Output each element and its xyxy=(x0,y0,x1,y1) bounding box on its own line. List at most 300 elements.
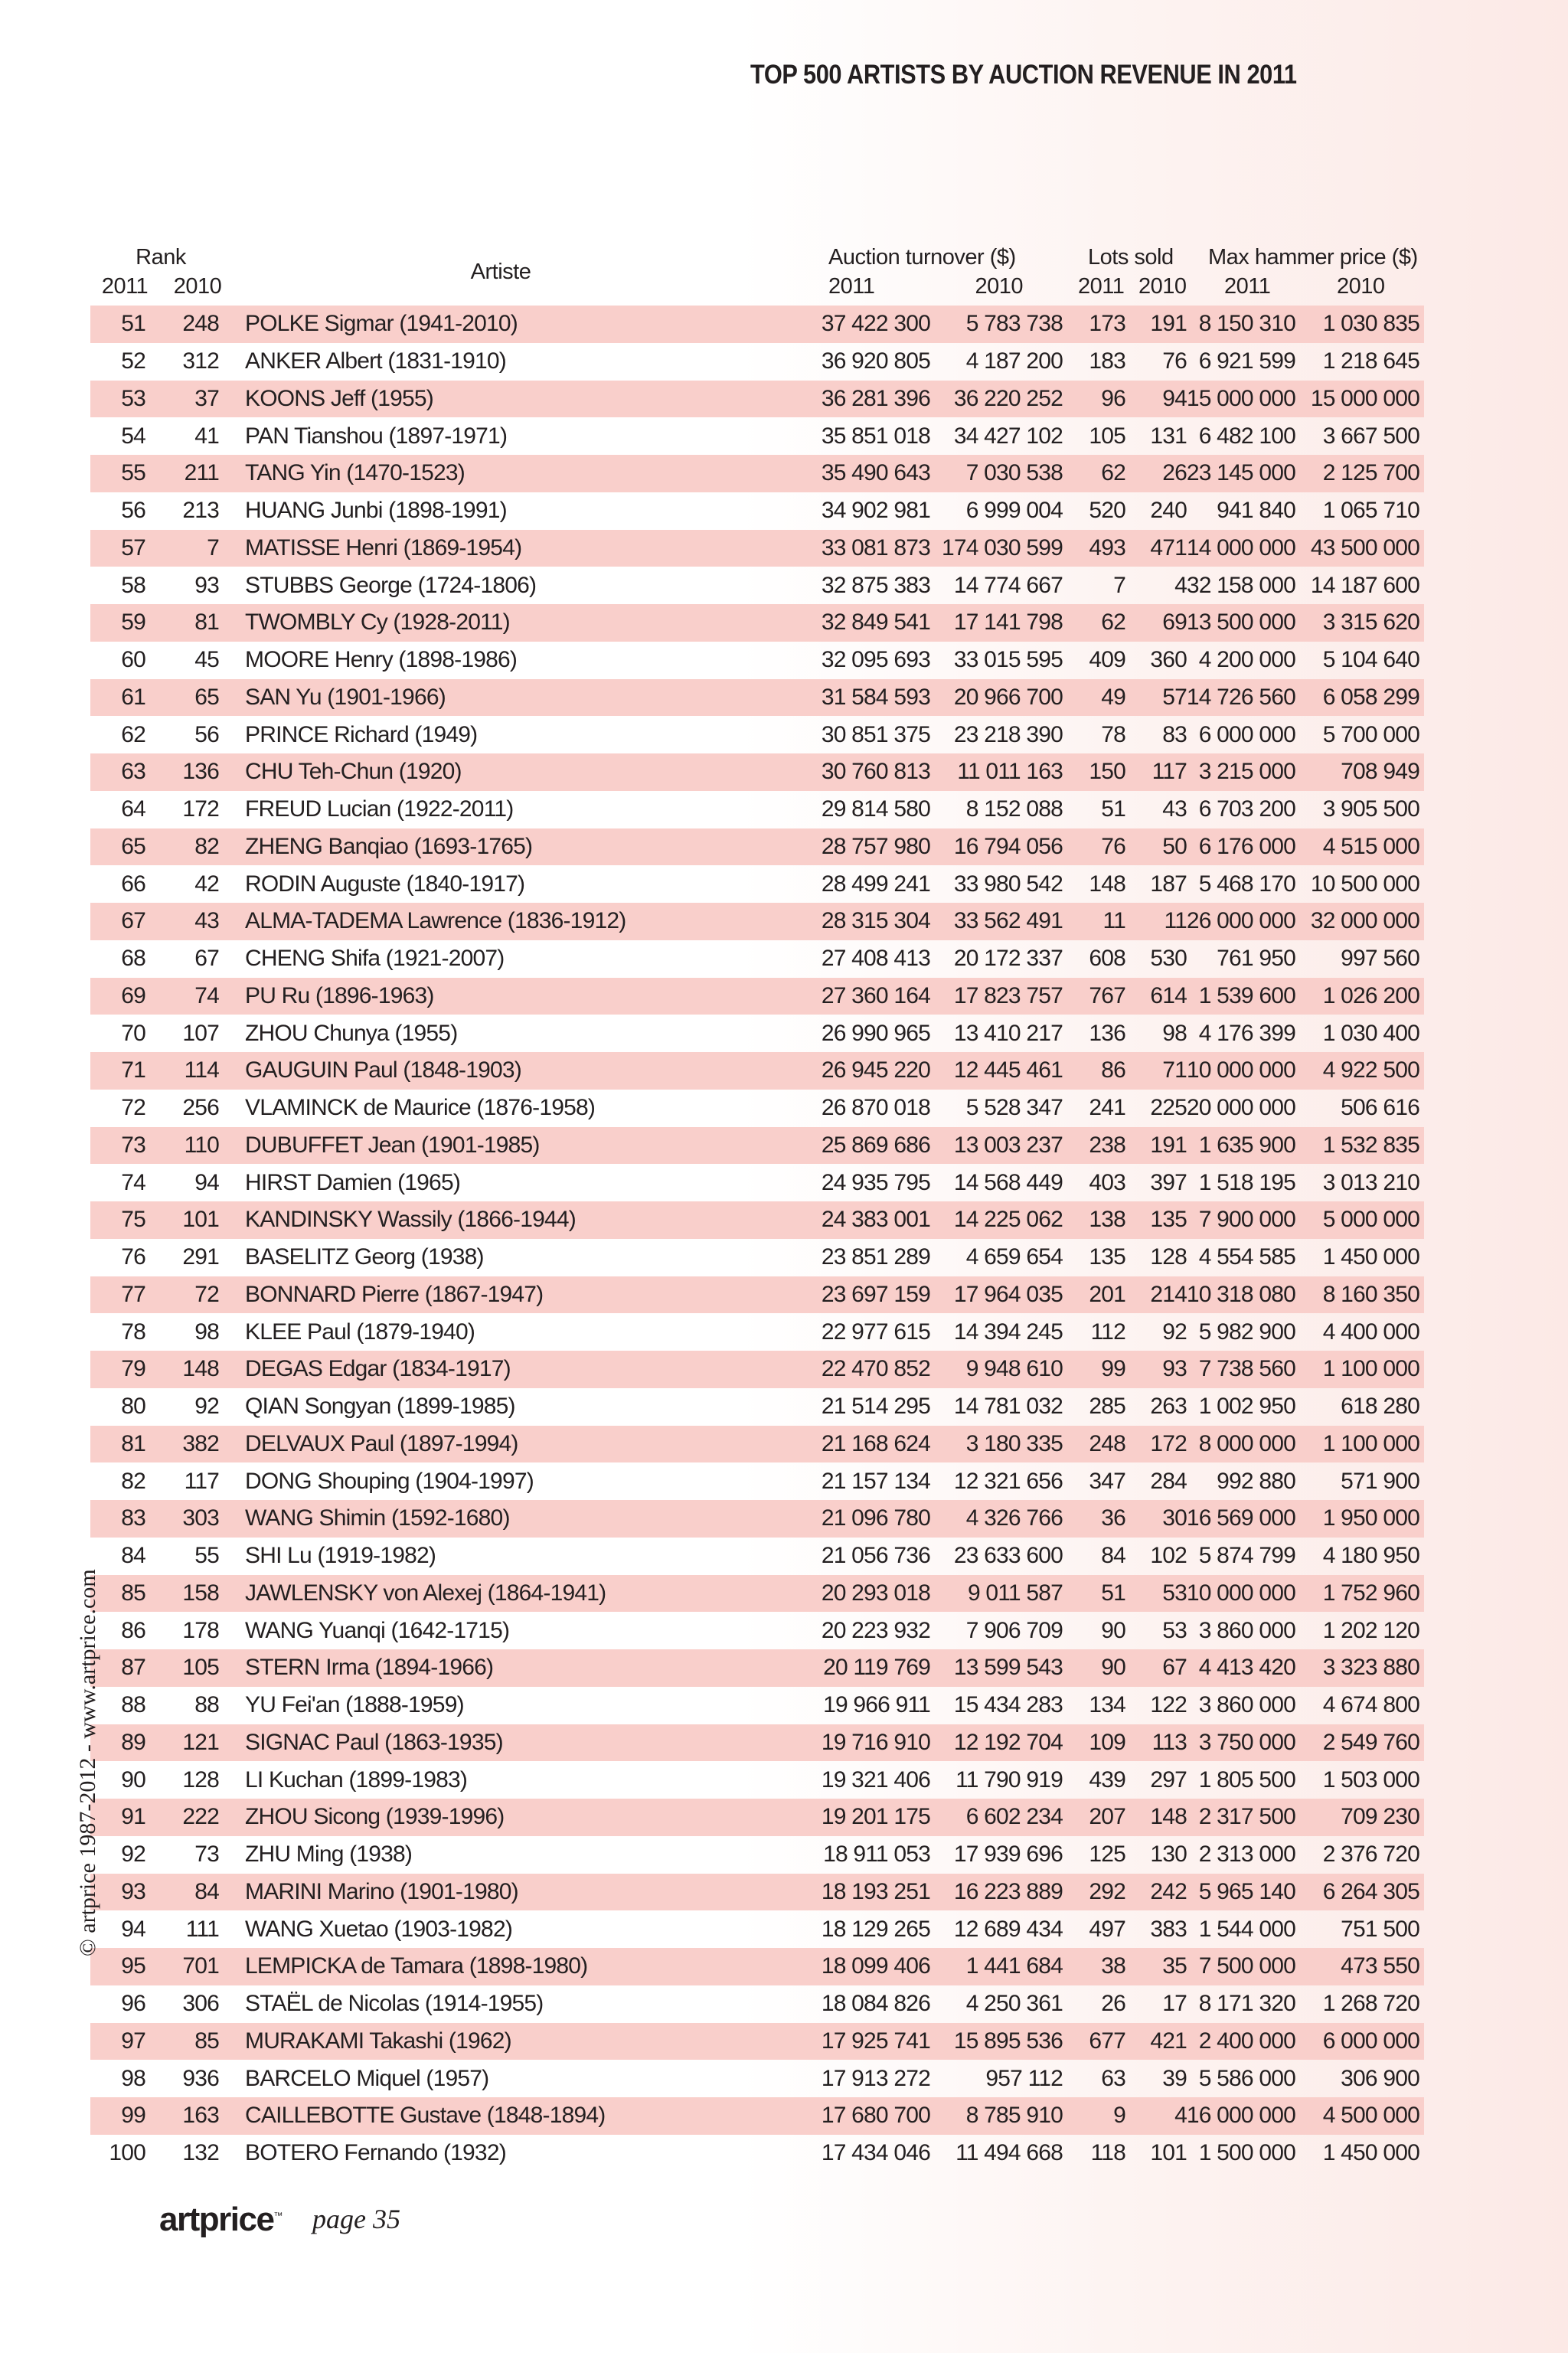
max-2011-cell: 5 982 900 xyxy=(1198,1319,1295,1345)
turnover-2010-cell: 12 192 704 xyxy=(953,1729,1063,1755)
rank-2010-cell: 110 xyxy=(184,1132,219,1158)
rank-2011-cell: 73 xyxy=(121,1132,145,1158)
rank-2010-cell: 172 xyxy=(182,796,219,822)
rank-2010-cell: 148 xyxy=(182,1356,219,1382)
rank-2011-cell: 98 xyxy=(121,2065,145,2091)
artist-cell: PAN Tianshou (1897-1971) xyxy=(245,423,508,449)
max-2010-cell: 3 323 880 xyxy=(1322,1655,1419,1681)
max-2010-cell: 1 950 000 xyxy=(1322,1505,1419,1531)
turnover-2010-cell: 14 225 062 xyxy=(953,1207,1063,1233)
lots-2011-header: 2011 xyxy=(1078,274,1125,299)
max-2010-cell: 1 030 835 xyxy=(1322,311,1419,337)
lots-2011-cell: 403 xyxy=(1089,1169,1125,1195)
table-row xyxy=(90,865,1424,903)
artist-cell: KANDINSKY Wassily (1866-1944) xyxy=(245,1207,576,1233)
turnover-2010-cell: 23 633 600 xyxy=(953,1543,1063,1569)
table-row xyxy=(90,1910,1424,1948)
artist-cell: SAN Yu (1901-1966) xyxy=(245,684,446,710)
artist-cell: STAËL de Nicolas (1914-1955) xyxy=(245,1991,544,2017)
artist-cell: WANG Xuetao (1903-1982) xyxy=(245,1916,513,1942)
max-2011-cell: 1 002 950 xyxy=(1198,1394,1295,1420)
artist-cell: STERN Irma (1894-1966) xyxy=(245,1655,494,1681)
artist-cell: SHI Lu (1919-1982) xyxy=(245,1543,436,1569)
lots-2010-cell: 93 xyxy=(1162,1356,1187,1382)
max-2010-cell: 3 667 500 xyxy=(1322,423,1419,449)
lots-2011-cell: 134 xyxy=(1089,1692,1125,1718)
max-2010-cell: 473 550 xyxy=(1341,1953,1419,1979)
rank-2011-cell: 80 xyxy=(121,1394,145,1420)
lots-2010-cell: 76 xyxy=(1162,348,1187,374)
turnover-2011-cell: 26 870 018 xyxy=(821,1095,930,1121)
lots-2010-cell: 17 xyxy=(1162,1991,1187,2017)
table-row xyxy=(90,381,1424,418)
lots-2010-cell: 4 xyxy=(1174,2103,1187,2129)
rank-2011-cell: 61 xyxy=(121,684,145,710)
lots-2011-cell: 136 xyxy=(1089,1020,1125,1046)
turnover-2010-cell: 33 980 542 xyxy=(953,871,1063,897)
lots-2011-cell: 90 xyxy=(1101,1655,1125,1681)
table-row xyxy=(90,1687,1424,1724)
artist-cell: MATISSE Henri (1869-1954) xyxy=(245,534,522,560)
turnover-2010-cell: 17 939 696 xyxy=(953,1842,1063,1868)
turnover-2011-cell: 28 315 304 xyxy=(821,908,930,934)
artist-cell: KLEE Paul (1879-1940) xyxy=(245,1319,475,1345)
lots-2010-cell: 102 xyxy=(1150,1543,1187,1569)
rank-2011-cell: 85 xyxy=(121,1580,145,1606)
rank-2011-cell: 53 xyxy=(121,385,145,411)
turnover-2010-cell: 4 187 200 xyxy=(965,348,1063,374)
artist-cell: CHU Teh-Chun (1920) xyxy=(245,759,462,785)
turnover-2010-cell: 20 966 700 xyxy=(953,684,1063,710)
lots-2010-cell: 71 xyxy=(1162,1057,1187,1083)
rank-2010-cell: 82 xyxy=(194,833,219,859)
artist-cell: JAWLENSKY von Alexej (1864-1941) xyxy=(245,1580,606,1606)
lots-2010-cell: 113 xyxy=(1152,1729,1187,1755)
artist-cell: CAILLEBOTTE Gustave (1848-1894) xyxy=(245,2103,606,2129)
lots-2011-cell: 9 xyxy=(1113,2103,1125,2129)
artist-cell: ZHOU Sicong (1939-1996) xyxy=(245,1804,505,1830)
max-2011-cell: 6 482 100 xyxy=(1198,423,1295,449)
artist-cell: DUBUFFET Jean (1901-1985) xyxy=(245,1132,540,1158)
rank-2011-cell: 81 xyxy=(121,1430,145,1456)
max-2010-cell: 306 900 xyxy=(1341,2065,1419,2091)
lots-2011-cell: 520 xyxy=(1089,498,1125,524)
turnover-2011-cell: 21 157 134 xyxy=(821,1468,930,1494)
turnover-2010-cell: 13 003 237 xyxy=(953,1132,1063,1158)
rank-2011-cell: 57 xyxy=(121,534,145,560)
lots-2011-cell: 90 xyxy=(1101,1617,1125,1643)
turnover-2010-cell: 11 790 919 xyxy=(956,1766,1063,1793)
lots-2011-cell: 51 xyxy=(1101,1580,1125,1606)
lots-2011-cell: 62 xyxy=(1101,609,1125,636)
artist-cell: BOTERO Fernando (1932) xyxy=(245,2140,506,2166)
turnover-2010-cell: 4 659 654 xyxy=(965,1244,1063,1270)
rank-2010-cell: 114 xyxy=(184,1057,219,1083)
turnover-2010-cell: 36 220 252 xyxy=(953,385,1063,411)
artist-cell: ANKER Albert (1831-1910) xyxy=(245,348,506,374)
lots-2010-cell: 53 xyxy=(1162,1617,1187,1643)
max-2011-cell: 32 158 000 xyxy=(1186,572,1295,598)
artist-cell: DEGAS Edgar (1834-1917) xyxy=(245,1356,511,1382)
max-2010-cell: 6 058 299 xyxy=(1322,684,1419,710)
artist-cell: TWOMBLY Cy (1928-2011) xyxy=(245,609,510,636)
artist-cell: TANG Yin (1470-1523) xyxy=(245,460,465,486)
rank-2010-cell: 213 xyxy=(182,498,219,524)
lots-2010-cell: 614 xyxy=(1150,982,1187,1008)
artist-cell: KOONS Jeff (1955) xyxy=(245,385,433,411)
turnover-2010-cell: 17 964 035 xyxy=(953,1281,1063,1307)
turnover-2011-cell: 18 129 265 xyxy=(821,1916,930,1942)
table-row xyxy=(90,2135,1424,2172)
turnover-2010-cell: 14 394 245 xyxy=(953,1319,1063,1345)
turnover-2010-cell: 12 321 656 xyxy=(953,1468,1063,1494)
rank-2010-cell: 158 xyxy=(182,1580,219,1606)
max-2011-cell: 14 726 560 xyxy=(1186,684,1295,710)
rank-2010-cell: 132 xyxy=(182,2140,219,2166)
max-2011-cell: 992 880 xyxy=(1217,1468,1295,1494)
turnover-2010-cell: 14 568 449 xyxy=(953,1169,1063,1195)
rank-2010-cell: 67 xyxy=(194,946,219,972)
max-2010-cell: 1 503 000 xyxy=(1322,1766,1419,1793)
table-row xyxy=(90,1015,1424,1052)
lots-2010-cell: 131 xyxy=(1150,423,1187,449)
max-2011-cell: 10 318 080 xyxy=(1186,1281,1295,1307)
table-row xyxy=(90,567,1424,604)
lots-2010-cell: 98 xyxy=(1162,1020,1187,1046)
rank-2010-cell: 73 xyxy=(194,1842,219,1868)
rank-2011-cell: 67 xyxy=(121,908,145,934)
max-2011-cell: 10 000 000 xyxy=(1186,1057,1295,1083)
turnover-2011-cell: 36 281 396 xyxy=(821,385,930,411)
table-row xyxy=(90,716,1424,753)
lots-2010-cell: 383 xyxy=(1150,1916,1187,1942)
rank-2010-cell: 85 xyxy=(194,2028,219,2054)
max-2010-cell: 43 500 000 xyxy=(1310,534,1419,560)
max-2011-cell: 20 000 000 xyxy=(1186,1095,1295,1121)
turnover-2010-cell: 4 250 361 xyxy=(965,1991,1063,2017)
turnover-2010-cell: 13 599 543 xyxy=(953,1655,1063,1681)
max-2010-header: 2010 xyxy=(1337,274,1385,299)
max-2011-cell: 2 317 500 xyxy=(1198,1804,1295,1830)
artist-cell: VLAMINCK de Maurice (1876-1958) xyxy=(245,1095,596,1121)
rank-2010-cell: 56 xyxy=(194,721,219,747)
turnover-2011-cell: 37 422 300 xyxy=(821,311,930,337)
max-2010-cell: 571 900 xyxy=(1341,1468,1419,1494)
turnover-2010-cell: 14 774 667 xyxy=(953,572,1063,598)
max-2010-cell: 1 100 000 xyxy=(1322,1356,1419,1382)
rank-2010-cell: 163 xyxy=(182,2103,219,2129)
ranking-table xyxy=(90,306,1424,2172)
turnover-2010-cell: 6 602 234 xyxy=(965,1804,1063,1830)
turnover-2011-cell: 21 056 736 xyxy=(821,1543,930,1569)
max-2010-cell: 4 922 500 xyxy=(1322,1057,1419,1083)
turnover-2010-cell: 15 434 283 xyxy=(953,1692,1063,1718)
turnover-2011-cell: 27 360 164 xyxy=(821,982,930,1008)
lots-2010-cell: 53 xyxy=(1162,1580,1187,1606)
max-2011-cell: 2 400 000 xyxy=(1198,2028,1295,2054)
max-2011-cell: 8 150 310 xyxy=(1198,311,1295,337)
turnover-2010-cell: 174 030 599 xyxy=(941,534,1063,560)
rank-2011-cell: 69 xyxy=(121,982,145,1008)
rank-2011-cell: 65 xyxy=(121,833,145,859)
max-2011-cell: 4 554 585 xyxy=(1198,1244,1295,1270)
table-row xyxy=(90,1985,1424,2023)
artist-cell: ZHENG Banqiao (1693-1765) xyxy=(245,833,533,859)
max-2011-cell: 5 468 170 xyxy=(1198,871,1295,897)
table-row xyxy=(90,1948,1424,1985)
rank-2010-cell: 81 xyxy=(194,609,219,636)
rank-2011-cell: 70 xyxy=(121,1020,145,1046)
max-2011-cell: 3 750 000 xyxy=(1198,1729,1295,1755)
rank-2011-cell: 83 xyxy=(121,1505,145,1531)
artist-cell: BONNARD Pierre (1867-1947) xyxy=(245,1281,544,1307)
turnover-2011-cell: 30 760 813 xyxy=(821,759,930,785)
rank-2010-cell: 222 xyxy=(182,1804,219,1830)
turnover-2010-cell: 34 427 102 xyxy=(953,423,1063,449)
max-2011-cell: 6 703 200 xyxy=(1198,796,1295,822)
max-2010-cell: 3 905 500 xyxy=(1322,796,1419,822)
turnover-2011-cell: 25 869 686 xyxy=(821,1132,930,1158)
table-row xyxy=(90,1799,1424,1836)
max-2011-cell: 23 145 000 xyxy=(1186,460,1295,486)
rank-2010-cell: 211 xyxy=(184,460,219,486)
rank-2010-cell: 88 xyxy=(194,1692,219,1718)
lots-2010-cell: 128 xyxy=(1150,1244,1187,1270)
lots-2011-cell: 238 xyxy=(1089,1132,1125,1158)
turnover-2010-cell: 8 152 088 xyxy=(965,796,1063,822)
artist-cell: GAUGUIN Paul (1848-1903) xyxy=(245,1057,521,1083)
turnover-2010-cell: 17 141 798 xyxy=(953,609,1063,636)
turnover-2010-cell: 17 823 757 xyxy=(953,982,1063,1008)
turnover-2011-cell: 32 875 383 xyxy=(821,572,930,598)
lots-2011-cell: 99 xyxy=(1101,1356,1125,1382)
lots-2010-cell: 30 xyxy=(1162,1505,1187,1531)
turnover-2010-cell: 23 218 390 xyxy=(953,721,1063,747)
lots-2011-cell: 135 xyxy=(1089,1244,1125,1270)
turnover-2010-cell: 16 223 889 xyxy=(953,1878,1063,1904)
rank-2010-cell: 303 xyxy=(182,1505,219,1531)
lots-2011-cell: 183 xyxy=(1089,348,1125,374)
lots-2010-cell: 530 xyxy=(1150,946,1187,972)
lots-2011-cell: 112 xyxy=(1090,1319,1125,1345)
table-row xyxy=(90,2097,1424,2135)
lots-2010-cell: 421 xyxy=(1150,2028,1187,2054)
artist-cell: ZHU Ming (1938) xyxy=(245,1842,413,1868)
turnover-2011-cell: 19 201 175 xyxy=(821,1804,930,1830)
lots-2011-cell: 207 xyxy=(1089,1804,1125,1830)
turnover-2010-cell: 13 410 217 xyxy=(953,1020,1063,1046)
turnover-2010-cell: 9 948 610 xyxy=(965,1356,1063,1382)
max-2011-cell: 1 544 000 xyxy=(1198,1916,1295,1942)
max-2010-cell: 1 752 960 xyxy=(1322,1580,1419,1606)
rank-2011-cell: 86 xyxy=(121,1617,145,1643)
artist-cell: STUBBS George (1724-1806) xyxy=(245,572,537,598)
turnover-2011-cell: 22 470 852 xyxy=(821,1356,930,1382)
turnover-2011-cell: 18 084 826 xyxy=(821,1991,930,2017)
rank-2010-cell: 93 xyxy=(194,572,219,598)
rank-2011-cell: 71 xyxy=(121,1057,145,1083)
rank-2010-cell: 37 xyxy=(194,385,219,411)
table-row xyxy=(90,455,1424,492)
max-2011-cell: 4 413 420 xyxy=(1198,1655,1295,1681)
turnover-2010-cell: 9 011 587 xyxy=(967,1580,1063,1606)
turnover-2011-cell: 23 697 159 xyxy=(821,1281,930,1307)
artist-cell: MARINI Marino (1901-1980) xyxy=(245,1878,518,1904)
max-2010-cell: 2 549 760 xyxy=(1322,1729,1419,1755)
table-row xyxy=(90,978,1424,1015)
artist-cell: CHENG Shifa (1921-2007) xyxy=(245,946,505,972)
rank-2010-cell: 382 xyxy=(182,1430,219,1456)
lots-2010-cell: 101 xyxy=(1150,2140,1187,2166)
table-row xyxy=(90,1724,1424,1762)
rank-2010-cell: 701 xyxy=(182,1953,219,1979)
lots-2010-cell: 284 xyxy=(1150,1468,1187,1494)
max-2010-cell: 32 000 000 xyxy=(1310,908,1419,934)
rank-2010-cell: 291 xyxy=(182,1244,219,1270)
lots-2010-cell: 397 xyxy=(1150,1169,1187,1195)
max-2011-cell: 1 500 000 xyxy=(1198,2140,1295,2166)
lots-2011-cell: 497 xyxy=(1089,1916,1125,1942)
table-row xyxy=(90,1836,1424,1874)
artist-cell: DELVAUX Paul (1897-1994) xyxy=(245,1430,518,1456)
rank-2011-cell: 84 xyxy=(121,1543,145,1569)
max-2011-cell: 1 518 195 xyxy=(1198,1169,1295,1195)
artist-cell: ALMA-TADEMA Lawrence (1836-1912) xyxy=(245,908,626,934)
turnover-2010-cell: 1 441 684 xyxy=(965,1953,1063,1979)
rank-2010-cell: 45 xyxy=(194,647,219,673)
turnover-2011-cell: 27 408 413 xyxy=(821,946,930,972)
turnover-2010-cell: 14 781 032 xyxy=(953,1394,1063,1420)
lots-2010-cell: 187 xyxy=(1150,871,1187,897)
turnover-2011-cell: 35 490 643 xyxy=(821,460,930,486)
max-2011-cell: 941 840 xyxy=(1217,498,1295,524)
rank-2011-cell: 66 xyxy=(121,871,145,897)
lots-2010-cell: 122 xyxy=(1150,1692,1187,1718)
lots-2010-cell: 135 xyxy=(1150,1207,1187,1233)
table-row xyxy=(90,2023,1424,2061)
table-row xyxy=(90,530,1424,567)
rank-2010-cell: 65 xyxy=(194,684,219,710)
lots-2010-cell: 471 xyxy=(1150,534,1187,560)
max-2010-cell: 15 000 000 xyxy=(1310,385,1419,411)
rank-2010-cell: 107 xyxy=(182,1020,219,1046)
turnover-2011-cell: 26 945 220 xyxy=(821,1057,930,1083)
max-2010-cell: 5 104 640 xyxy=(1322,647,1419,673)
lots-2011-cell: 347 xyxy=(1089,1468,1125,1494)
rank-2010-cell: 43 xyxy=(194,908,219,934)
lots-2011-cell: 767 xyxy=(1089,982,1125,1008)
table-row xyxy=(90,343,1424,381)
artist-cell: RODIN Auguste (1840-1917) xyxy=(245,871,525,897)
rank-2011-header: 2011 xyxy=(101,274,149,299)
turnover-2010-cell: 12 445 461 xyxy=(953,1057,1063,1083)
lots-2010-cell: 297 xyxy=(1150,1766,1187,1793)
rank-2011-cell: 74 xyxy=(121,1169,145,1195)
max-2011-cell: 8 000 000 xyxy=(1198,1430,1295,1456)
turnover-2011-cell: 18 193 251 xyxy=(821,1878,930,1904)
turnover-2010-cell: 11 494 668 xyxy=(956,2140,1063,2166)
table-row xyxy=(90,492,1424,530)
artist-cell: WANG Yuanqi (1642-1715) xyxy=(245,1617,510,1643)
rank-2010-cell: 248 xyxy=(182,311,219,337)
max-2010-cell: 3 315 620 xyxy=(1322,609,1419,636)
lots-2011-cell: 292 xyxy=(1089,1878,1125,1904)
rank-2011-cell: 92 xyxy=(121,1842,145,1868)
max-2011-cell: 5 874 799 xyxy=(1198,1543,1295,1569)
rank-2011-cell: 97 xyxy=(121,2028,145,2054)
turnover-2011-cell: 19 966 911 xyxy=(823,1692,930,1718)
max-2011-cell: 3 860 000 xyxy=(1198,1617,1295,1643)
turnover-2011-cell: 23 851 289 xyxy=(821,1244,930,1270)
turnover-2011-header: 2011 xyxy=(828,274,875,299)
lots-2010-cell: 69 xyxy=(1162,609,1187,636)
turnover-2010-cell: 16 794 056 xyxy=(953,833,1063,859)
rank-2010-header: 2010 xyxy=(173,274,222,299)
rank-2011-cell: 90 xyxy=(121,1766,145,1793)
max-2011-cell: 6 176 000 xyxy=(1198,833,1295,859)
turnover-2011-cell: 17 925 741 xyxy=(821,2028,930,2054)
turnover-2010-cell: 5 528 347 xyxy=(965,1095,1063,1121)
max-2011-cell: 16 000 000 xyxy=(1186,2103,1295,2129)
turnover-2010-cell: 33 562 491 xyxy=(953,908,1063,934)
lots-2011-cell: 96 xyxy=(1101,385,1125,411)
max-2011-header: 2011 xyxy=(1224,274,1271,299)
max-2011-cell: 7 900 000 xyxy=(1198,1207,1295,1233)
lots-2011-cell: 150 xyxy=(1089,759,1125,785)
max-2010-cell: 1 100 000 xyxy=(1322,1430,1419,1456)
turnover-2011-cell: 28 757 980 xyxy=(821,833,930,859)
lots-2010-cell: 225 xyxy=(1150,1095,1187,1121)
artist-cell: LI Kuchan (1899-1983) xyxy=(245,1766,468,1793)
table-row xyxy=(90,1239,1424,1276)
max-2010-cell: 1 450 000 xyxy=(1322,2140,1419,2166)
rank-2011-cell: 87 xyxy=(121,1655,145,1681)
turnover-2010-cell: 5 783 738 xyxy=(965,311,1063,337)
artist-cell: HUANG Junbi (1898-1991) xyxy=(245,498,507,524)
lots-2011-cell: 118 xyxy=(1090,2140,1125,2166)
artist-cell: SIGNAC Paul (1863-1935) xyxy=(245,1729,503,1755)
max-2010-cell: 709 230 xyxy=(1341,1804,1419,1830)
rank-2011-cell: 68 xyxy=(121,946,145,972)
turnover-2011-cell: 32 849 541 xyxy=(821,609,930,636)
max-2010-cell: 14 187 600 xyxy=(1310,572,1419,598)
lots-2011-cell: 51 xyxy=(1101,796,1125,822)
rank-2011-cell: 88 xyxy=(121,1692,145,1718)
turnover-2011-cell: 18 911 053 xyxy=(823,1842,930,1868)
max-2010-cell: 2 376 720 xyxy=(1322,1842,1419,1868)
turnover-2011-cell: 20 223 932 xyxy=(821,1617,930,1643)
lots-2010-cell: 360 xyxy=(1150,647,1187,673)
lots-2011-cell: 109 xyxy=(1089,1729,1125,1755)
artist-cell: BARCELO Miquel (1957) xyxy=(245,2065,489,2091)
turnover-2011-cell: 33 081 873 xyxy=(821,534,930,560)
table-row xyxy=(90,1201,1424,1239)
rank-2010-cell: 128 xyxy=(182,1766,219,1793)
max-price-header: Max hammer price ($) xyxy=(1208,245,1418,270)
max-2011-cell: 16 569 000 xyxy=(1186,1505,1295,1531)
rank-2011-cell: 82 xyxy=(121,1468,145,1494)
rank-2010-cell: 7 xyxy=(207,534,219,560)
artist-cell: DONG Shouping (1904-1997) xyxy=(245,1468,534,1494)
turnover-2011-cell: 28 499 241 xyxy=(821,871,930,897)
lots-2010-cell: 11 xyxy=(1164,908,1187,934)
max-2011-cell: 7 500 000 xyxy=(1198,1953,1295,1979)
rank-2010-cell: 55 xyxy=(194,1543,219,1569)
lots-2010-cell: 35 xyxy=(1162,1953,1187,1979)
table-row xyxy=(90,1612,1424,1649)
artist-cell: POLKE Sigmar (1941-2010) xyxy=(245,311,518,337)
max-2010-cell: 10 500 000 xyxy=(1310,871,1419,897)
